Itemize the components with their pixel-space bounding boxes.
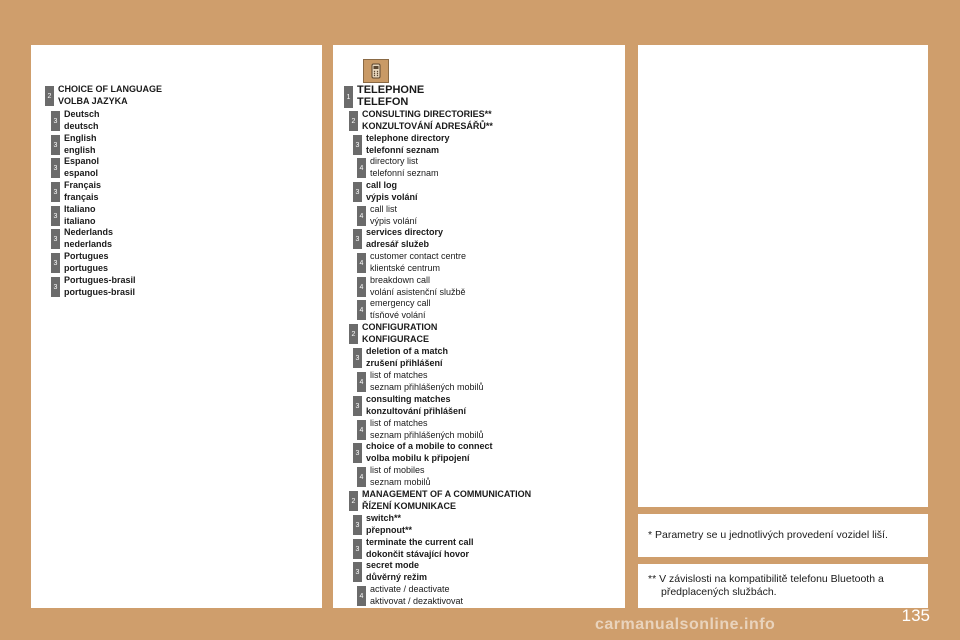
menu-item-line: seznam přihlášených mobilů xyxy=(370,381,484,392)
menu-item xyxy=(357,370,484,393)
level-badge: 1 xyxy=(344,86,353,108)
menu-item-line: výpis volání xyxy=(366,191,418,202)
menu-item xyxy=(353,394,466,417)
language-item xyxy=(51,251,109,274)
menu-item-line: dokončit stávající hovor xyxy=(366,548,470,559)
menu-item-line: aktivovat / dezaktivovat xyxy=(370,595,464,606)
language-item-line: Français xyxy=(64,180,102,190)
language-item-line: english xyxy=(64,144,96,155)
menu-item-line: call list xyxy=(370,204,398,214)
menu-item-line: konzultování přihlášení xyxy=(366,405,467,416)
level-badge: 3 xyxy=(51,253,60,273)
menu-item-line: důvěrný režim xyxy=(366,571,428,582)
menu-item xyxy=(357,418,484,441)
menu-item-line: customer contact centre xyxy=(370,251,467,261)
level-badge: 4 xyxy=(357,467,366,487)
menu-item-line: list of matches xyxy=(370,418,428,428)
language-item xyxy=(51,275,136,298)
menu-item xyxy=(353,133,450,156)
language-item-line: portugues xyxy=(64,262,108,273)
language-item-line: English xyxy=(64,133,97,143)
blank-panel xyxy=(638,45,928,507)
level-badge: 3 xyxy=(353,515,362,535)
language-item-line: CHOICE OF LANGUAGE xyxy=(58,84,163,94)
menu-item-line: seznam přihlášených mobilů xyxy=(370,429,484,440)
level-badge: 3 xyxy=(353,562,362,582)
menu-item-line: tísňové volání xyxy=(370,309,426,320)
menu-item-line: TELEFON xyxy=(357,96,409,108)
menu-item-line: výpis volání xyxy=(370,215,418,226)
menu-item-line: telefonní seznam xyxy=(366,144,440,155)
menu-item xyxy=(353,560,427,583)
phone-icon xyxy=(363,59,389,83)
level-badge: 3 xyxy=(51,111,60,131)
level-badge: 4 xyxy=(357,300,366,320)
level-badge: 3 xyxy=(353,539,362,559)
footnote-2-line-2: předplacených službách. xyxy=(661,586,777,598)
menu-item xyxy=(344,84,424,108)
language-item-line: français xyxy=(64,191,99,202)
menu-item-line: services directory xyxy=(366,227,444,237)
level-badge: 2 xyxy=(349,491,358,511)
level-badge: 4 xyxy=(357,253,366,273)
menu-item-line: přepnout** xyxy=(366,524,412,535)
level-badge: 3 xyxy=(51,135,60,155)
footnote-panel-1 xyxy=(638,514,928,557)
language-item-line: Italiano xyxy=(64,204,96,214)
language-item xyxy=(45,84,162,107)
level-badge: 4 xyxy=(357,420,366,440)
level-badge: 3 xyxy=(51,182,60,202)
menu-item-line: activate / deactivate xyxy=(370,584,450,594)
level-badge: 3 xyxy=(353,396,362,416)
menu-item xyxy=(353,537,474,560)
level-badge: 2 xyxy=(349,111,358,131)
menu-item-line: list of mobiles xyxy=(370,465,425,475)
level-badge: 3 xyxy=(353,182,362,202)
menu-item-line: ŘÍZENÍ KOMUNIKACE xyxy=(362,500,456,511)
language-item xyxy=(51,109,100,132)
language-item xyxy=(51,180,101,203)
menu-item-line: list of matches xyxy=(370,370,428,380)
menu-item xyxy=(357,465,431,488)
level-badge: 2 xyxy=(349,324,358,344)
menu-item xyxy=(353,441,493,464)
language-item-line: VOLBA JAZYKA xyxy=(58,95,128,106)
menu-item-line: consulting matches xyxy=(366,394,451,404)
menu-item xyxy=(353,513,412,536)
footnote-2-line-1: ** V závislosti na kompatibilitě telefonu Bluetooth a xyxy=(648,573,884,585)
level-badge: 3 xyxy=(353,229,362,249)
menu-item-line: terminate the current call xyxy=(366,537,474,547)
level-badge: 4 xyxy=(357,158,366,178)
language-item xyxy=(51,133,97,156)
menu-item-line: TELEPHONE xyxy=(357,84,425,96)
menu-item xyxy=(357,251,466,274)
menu-item-line: KONFIGURACE xyxy=(362,333,429,344)
menu-item xyxy=(349,322,437,345)
menu-item-line: telephone directory xyxy=(366,133,450,143)
menu-item xyxy=(357,584,463,607)
page-number: 135 xyxy=(901,606,930,625)
menu-item-line: KONZULTOVÁNÍ ADRESÁŘŮ** xyxy=(362,120,493,131)
menu-item xyxy=(357,298,431,321)
level-badge: 3 xyxy=(353,135,362,155)
level-badge: 3 xyxy=(51,229,60,249)
menu-item xyxy=(349,109,493,132)
menu-item-line: MANAGEMENT OF A COMMUNICATION xyxy=(362,489,532,499)
language-item-line: Portugues xyxy=(64,251,109,261)
menu-item xyxy=(353,346,448,369)
menu-item-line: emergency call xyxy=(370,298,431,308)
menu-item-line: secret mode xyxy=(366,560,420,570)
menu-item-line: telefonní seznam xyxy=(370,167,439,178)
menu-item xyxy=(349,489,531,512)
language-item xyxy=(51,227,113,250)
language-item-line: italiano xyxy=(64,215,96,226)
language-item-line: espanol xyxy=(64,167,99,178)
footnote-1: * Parametry se u jednotlivých provedení vozidel liší. xyxy=(648,529,888,541)
menu-item-line: CONFIGURATION xyxy=(362,322,438,332)
language-item-line: Portugues-brasil xyxy=(64,275,136,285)
menu-item-line: seznam mobilů xyxy=(370,476,431,487)
menu-item xyxy=(357,204,417,227)
level-badge: 4 xyxy=(357,372,366,392)
language-item-line: deutsch xyxy=(64,120,99,131)
level-badge: 3 xyxy=(51,206,60,226)
language-item xyxy=(51,156,99,179)
language-item-line: Deutsch xyxy=(64,109,100,119)
language-item-line: nederlands xyxy=(64,238,113,249)
language-item-line: Nederlands xyxy=(64,227,114,237)
menu-item-line: volání asistenční službě xyxy=(370,286,466,297)
watermark: carmanualsonline.info xyxy=(595,616,776,633)
menu-item-line: adresář služeb xyxy=(366,238,430,249)
level-badge: 3 xyxy=(51,277,60,297)
language-item xyxy=(51,204,96,227)
level-badge: 3 xyxy=(353,443,362,463)
menu-item xyxy=(353,227,443,250)
menu-item-line: breakdown call xyxy=(370,275,431,285)
level-badge: 3 xyxy=(51,158,60,178)
menu-item xyxy=(357,275,466,298)
level-badge: 2 xyxy=(45,86,54,106)
level-badge: 4 xyxy=(357,206,366,226)
menu-item-line: zrušení přihlášení xyxy=(366,357,443,368)
menu-item-line: call log xyxy=(366,180,398,190)
menu-item xyxy=(353,180,418,203)
language-item-line: portugues-brasil xyxy=(64,286,136,297)
menu-item xyxy=(357,156,439,179)
menu-item-line: switch** xyxy=(366,513,402,523)
level-badge: 4 xyxy=(357,277,366,297)
menu-item-line: deletion of a match xyxy=(366,346,449,356)
menu-item-line: volba mobilu k připojení xyxy=(366,452,470,463)
level-badge: 4 xyxy=(357,586,366,606)
level-badge: 3 xyxy=(353,348,362,368)
menu-item-line: CONSULTING DIRECTORIES** xyxy=(362,109,492,119)
menu-item-line: klientské centrum xyxy=(370,262,441,273)
language-item-line: Espanol xyxy=(64,156,100,166)
menu-item-line: choice of a mobile to connect xyxy=(366,441,493,451)
footnote-panel-2 xyxy=(638,564,928,608)
menu-item-line: directory list xyxy=(370,156,419,166)
